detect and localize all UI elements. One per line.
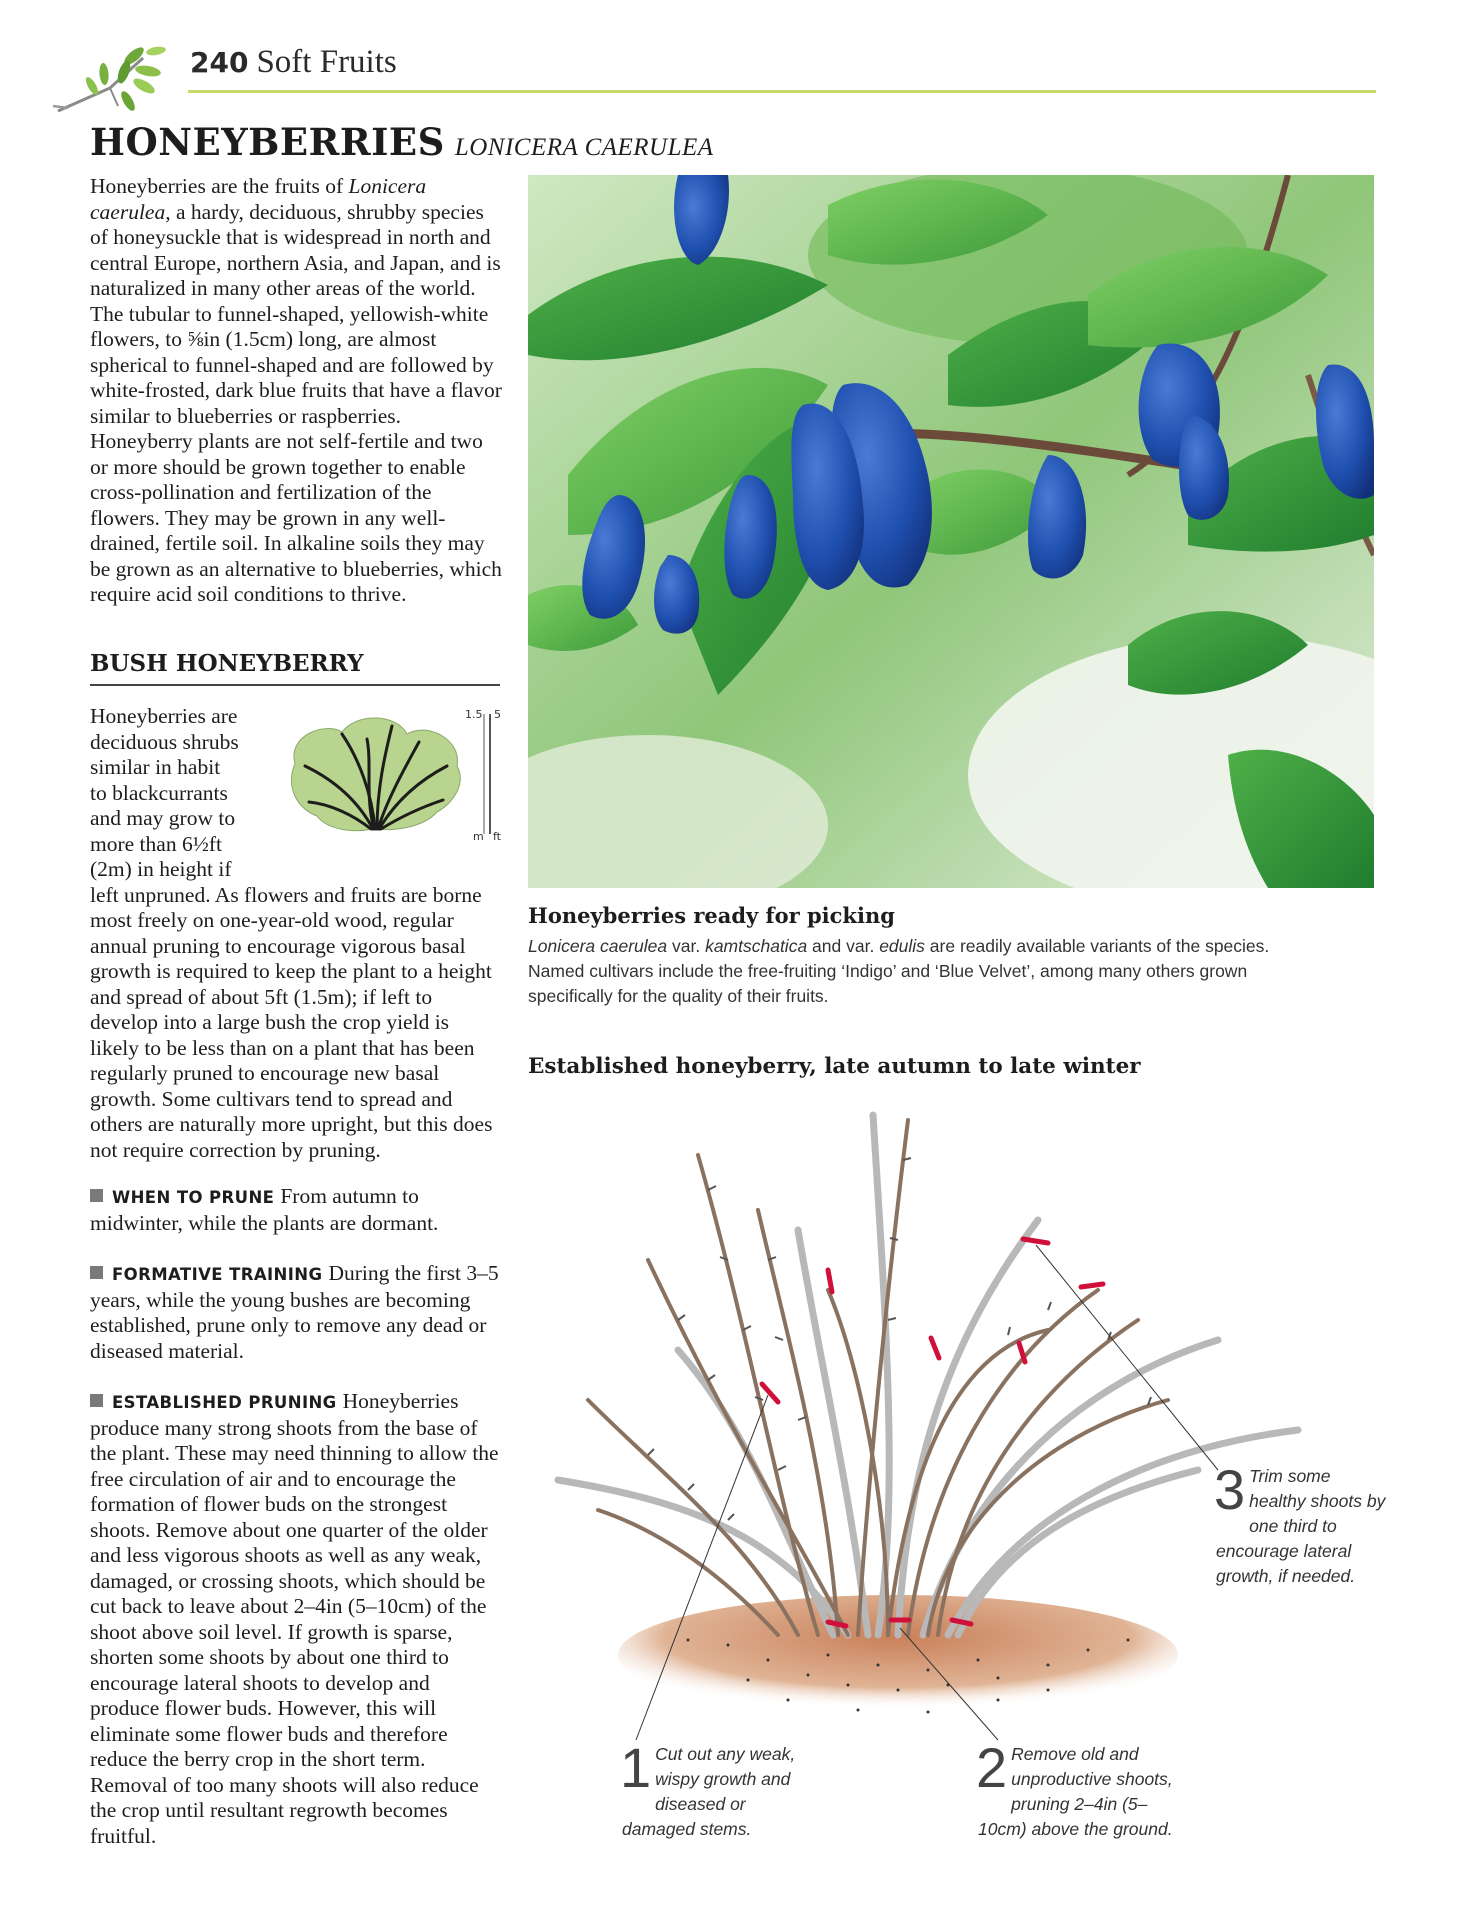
diagram-title: Established honeyberry, late autumn to late winter (528, 1054, 1141, 1079)
bullet-heading: WHEN TO PRUNE (112, 1188, 275, 1207)
header-rule (188, 90, 1376, 93)
bullet-heading: ESTABLISHED PRUNING (112, 1393, 337, 1412)
bullet-square-icon (90, 1189, 103, 1202)
bud-nodes (648, 1158, 1151, 1520)
bush-heading: BUSH HONEYBERRY (90, 650, 364, 677)
scale-metric-value: 1.5 (465, 708, 483, 721)
callout-2 (976, 1736, 1178, 1842)
scale-imperial-value: 5 (494, 708, 501, 721)
shrub-size-figure (247, 704, 502, 856)
intro-text-rest: , a hardy, deciduous, shrubby species of honeysuckle that is widespread in north and central Europe, northern Asia, and Japan, and is naturalized in many other areas of the world. The tubular to funnel-shaped, yellowish-white flowers, to ⅝in (1.5cm) long, are almost spherical to funnel-shaped and are followed by white-frosted, dark blue fruits that have a flavor similar to blueberries or raspberries. Honeyberry plants are not self-fertile and two or more should be grown together to enable cross-pollination and fertilization of the flowers. They may be grown in any well-drained, fertile soil. In alkaline soils they may be grown as an alternative to blueberries, which require acid soil conditions to thrive. (90, 199, 502, 606)
bullet-text: Honeyberries produce many strong shoots from the base of the plant. These may need thinning to allow the free circulation of air and to encourage the formation of flower buds on the strongest shoots. Remove about one quarter of the older and less vigorous shoots as well as any weak, damaged, or crossing shoots, which should be cut back to leave about 2–4in (5–10cm) of the shoot above soil level. If growth is sparse, shorten some shoots by about one third to encourage lateral shoots to develop and produce flower buds. However, this will eliminate some flower buds and therefore reduce the berry crop in the short term. Removal of too many shoots will also reduce the crop until resultant regrowth becomes fruitful. (90, 1389, 499, 1848)
callout-number: 2 (976, 1736, 1008, 1799)
callout-text: Trim some healthy shoots by one third to encourage lateral growth, if needed. (1216, 1466, 1386, 1586)
scale-imperial-unit: ft (493, 830, 501, 843)
caption-var1: kamtschatica (705, 936, 808, 956)
bullet-when-to-prune (90, 1184, 502, 1236)
photo-caption-title: Honeyberries ready for picking (528, 903, 895, 928)
page-title (90, 120, 714, 164)
bush-text: Honeyberries are deciduous shrubs similar in habit to blackcurrants and may grow to more than 6½ft (2m) in height if left unpruned. As flowers and fruits are borne most freely on one-year-old wood, regular annual pruning to encourage vigorous basal growth is required to keep the plant to a height and spread of about 5ft (1.5m); if left to develop into a large bush the crop yield is likely to be less than on a plant that has been regularly pruned to encourage new basal growth. Some cultivars tend to spread and others are naturally more upright, but this does not require correction by pruning. (90, 704, 493, 1162)
bullet-established-pruning (90, 1389, 502, 1849)
section-name: Soft Fruits (256, 44, 397, 80)
pruning-bullets (90, 1184, 502, 1849)
bullet-formative-training (90, 1261, 502, 1364)
bullet-heading: FORMATIVE TRAINING (112, 1265, 323, 1284)
page-title-latin: LONICERA CAERULEA (454, 134, 714, 161)
intro-latin-name: Lonicera caerulea (90, 174, 427, 224)
callout-text: Cut out any weak, wispy growth and diseased or damaged stems. (622, 1744, 796, 1839)
bush-heading-rule (90, 684, 500, 686)
bullet-text: During the first 3–5 years, while the young bushes are becoming established, prune only to remove any dead or diseased material. (90, 1261, 499, 1363)
callout-3 (1214, 1458, 1386, 1589)
bullet-text: From autumn to midwinter, while the plants are dormant. (90, 1184, 439, 1235)
callout-number: 3 (1214, 1458, 1246, 1521)
new-shoots (558, 1115, 1298, 1635)
scale-metric-unit: m (473, 830, 484, 843)
leaf-sprig-icon (48, 36, 168, 126)
bullet-square-icon (90, 1394, 103, 1407)
shrub-silhouette-icon (247, 704, 502, 844)
bullet-square-icon (90, 1266, 103, 1279)
callout-text: Remove old and unproductive shoots, pruning 2–4in (5–10cm) above the ground. (978, 1744, 1173, 1839)
bush-paragraph (90, 704, 502, 1163)
running-header (190, 44, 397, 81)
caption-latin: Lonicera caerulea (528, 936, 668, 956)
caption-var-prefix: and var. (807, 936, 880, 956)
intro-paragraph (90, 174, 502, 608)
intro-text-start: Honeyberries are the fruits of (90, 174, 349, 198)
caption-var2: edulis (879, 936, 925, 956)
caption-var-prefix: var. (667, 936, 706, 956)
caption-rest: are readily available variants of the species. Named cultivars include the free-fruiting ‘Indigo’ and ‘Blue Velvet’, among many others grown specifically for the quality of their fruits. (528, 936, 1270, 1006)
page-number: 240 (190, 46, 249, 79)
callout-number: 1 (620, 1736, 652, 1799)
page-title-main: HONEYBERRIES (90, 120, 445, 164)
photo-caption (528, 934, 1288, 1009)
honeyberry-photo (528, 175, 1374, 888)
callout-1 (620, 1736, 822, 1842)
